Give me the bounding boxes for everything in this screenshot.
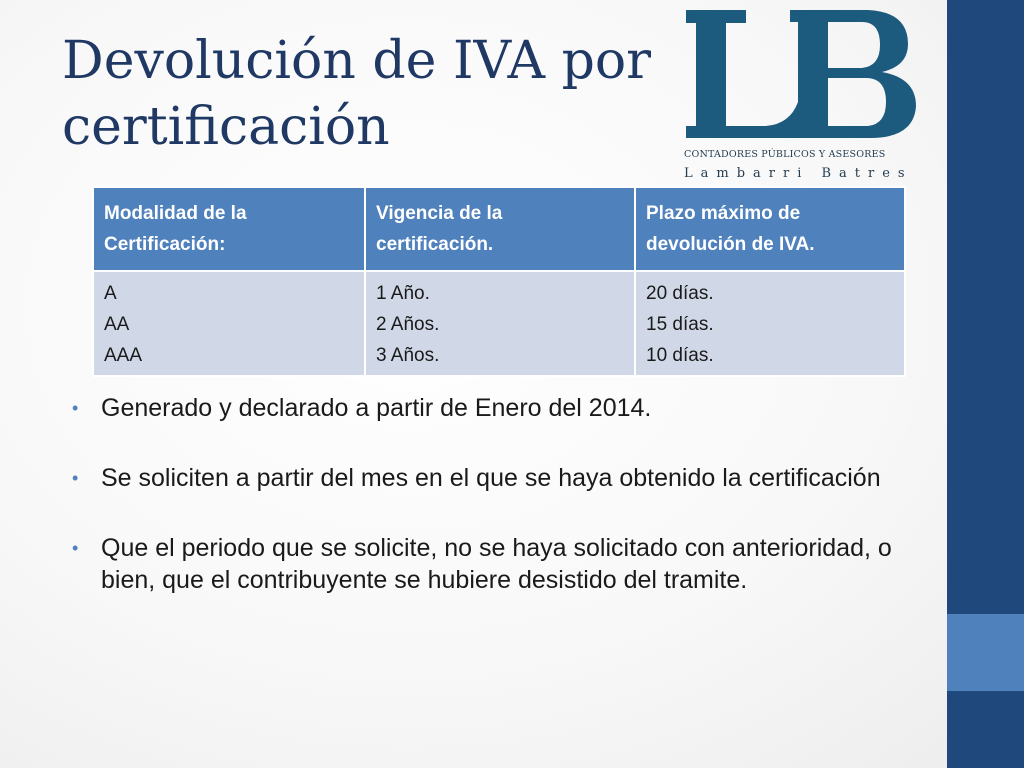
lb-logo-mark: [682, 6, 920, 156]
modalidad-value: A: [104, 283, 117, 304]
plazo-value: 20 días.: [646, 283, 714, 304]
cell-modalidad: [93, 271, 365, 376]
header-plazo: Plazo máximo de devolución de IVA.: [635, 187, 905, 271]
header-modalidad: Modalidad de la Certificación:: [93, 187, 365, 271]
plazo-value: 10 días.: [646, 345, 714, 366]
slide-title: [62, 28, 682, 160]
bullet-list: [72, 392, 902, 634]
logo-company-name: Lambarri Batres: [684, 166, 913, 181]
bullet-icon: •: [72, 468, 79, 488]
list-item: [72, 392, 902, 424]
table-header-row: [93, 187, 905, 271]
table-row: [93, 271, 905, 376]
bullet-icon: •: [72, 398, 79, 418]
list-item: [72, 532, 902, 596]
vigencia-value: 1 Año.: [376, 283, 430, 304]
modalidad-value: AA: [104, 314, 130, 335]
vigencia-value: 2 Años.: [376, 314, 440, 335]
certification-table: [92, 186, 906, 377]
logo-subtitle: CONTADORES PÚBLICOS Y ASESORES: [684, 149, 886, 160]
header-vigencia: Vigencia de la certificación.: [365, 187, 635, 271]
slide-title-line-1: Devolución de IVA por: [62, 31, 652, 91]
bullet-icon: •: [72, 538, 79, 558]
slide-title-line-2: certificación: [62, 97, 390, 157]
plazo-value: 15 días.: [646, 314, 714, 335]
list-item: [72, 462, 902, 494]
cell-plazo: [635, 271, 905, 376]
bullet-text: Generado y declarado a partir de Enero del 2014.: [101, 394, 652, 422]
bullet-text: Se soliciten a partir del mes en el que se haya obtenido la certificación: [101, 464, 881, 492]
company-logo: [682, 6, 920, 182]
vigencia-value: 3 Años.: [376, 345, 440, 366]
modalidad-value: AAA: [104, 345, 143, 366]
cell-vigencia: [365, 271, 635, 376]
decorative-side-accent: [947, 614, 1024, 691]
bullet-text: Que el periodo que se solicite, no se haya solicitado con anterioridad, o bien, que el contribuyente se hubiere desistido del tramite.: [101, 534, 892, 594]
